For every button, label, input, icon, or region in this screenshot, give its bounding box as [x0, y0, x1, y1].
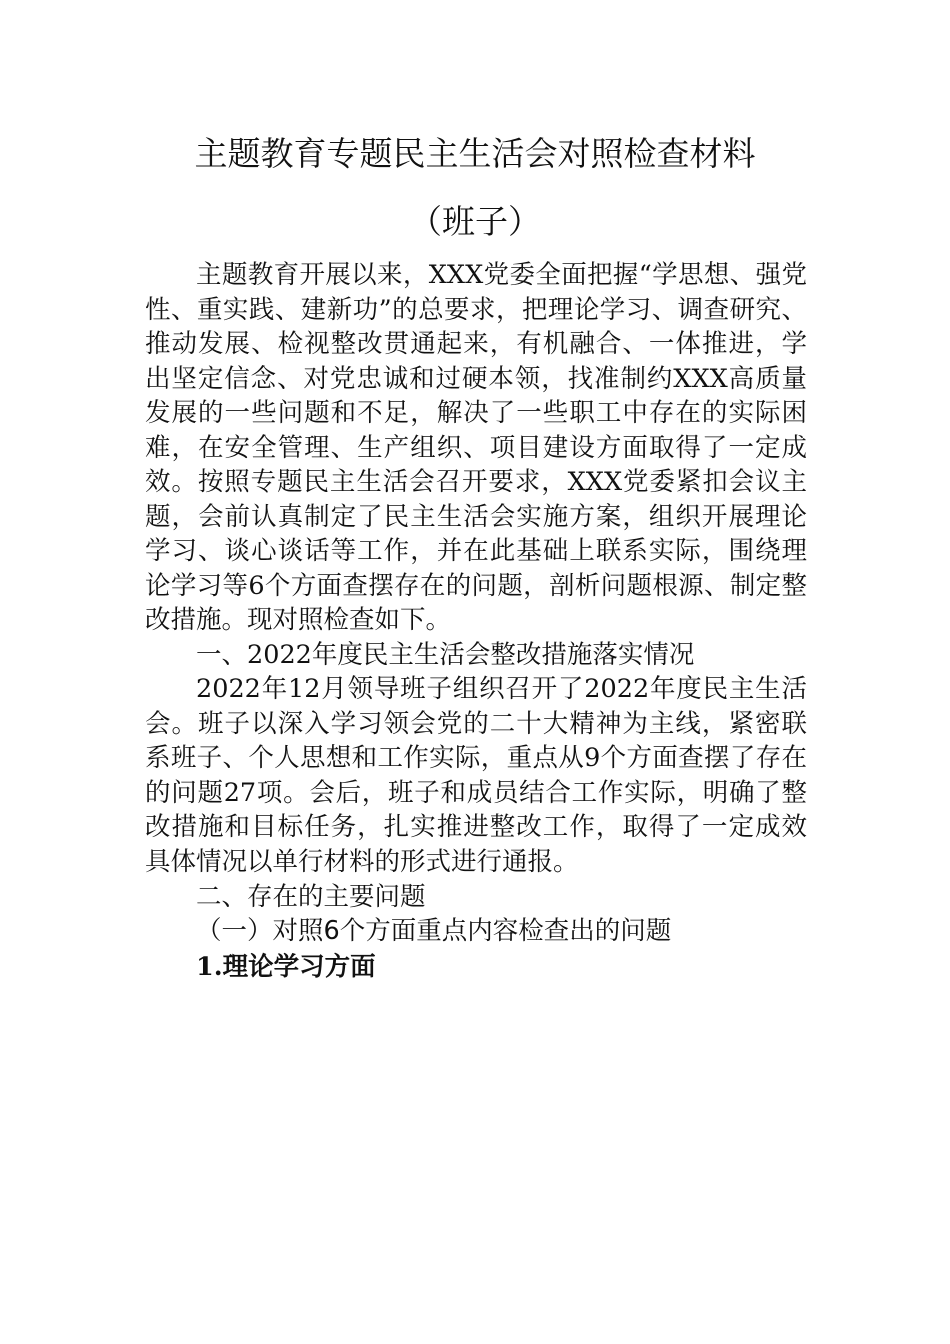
document-title: 主题教育专题民主生活会对照检查材料: [194, 134, 756, 173]
subsection-heading: （一）对照6个方面重点内容检查出的问题: [196, 916, 672, 946]
section-heading-1: 一、2022年度民主生活会整改措施落实情况: [196, 640, 695, 670]
section-heading-2: 二、存在的主要问题: [196, 882, 426, 912]
item-heading: 1.理论学习方面: [196, 952, 376, 982]
rectification-paragraph: 2022年12月领导班子组织召开了2022年度民主生活会。班子以深入学习领会党的二十大精神为主线，紧密联系班子、个人思想和工作实际，重点从9个方面查摆了存在的问题27项。会后，班子和成员结合工作实际，明确了整改措施和目标任务，扎实推进整改工作，取得了一定成效具体情况以单行材料的形式进行通报。: [145, 674, 807, 877]
intro-paragraph: 主题教育开展以来，XXX党委全面把握“学思想、强党性、重实践、建新功”的总要求，把理论学习、调查研究、推动发展、检视整改贯通起来，有机融合、一体推进，学出坚定信念、对党忠诚和过硬本领，找准制约XXX高质量发展的一些问题和不足，解决了一些职工中存在的实际困难，在安全管理、生产组织、项目建设方面取得了一定成效。按照专题民主生活会召开要求，XXX党委紧扣会议主题，会前认真制定了民主生活会实施方案，组织开展理论学习、谈心谈话等工作，并在此基础上联系实际，围绕理论学习等6个方面查摆存在的问题，剖析问题根源、制定整改措施。现对照检查如下。: [145, 260, 807, 635]
document-subtitle: （班子）: [409, 202, 541, 241]
